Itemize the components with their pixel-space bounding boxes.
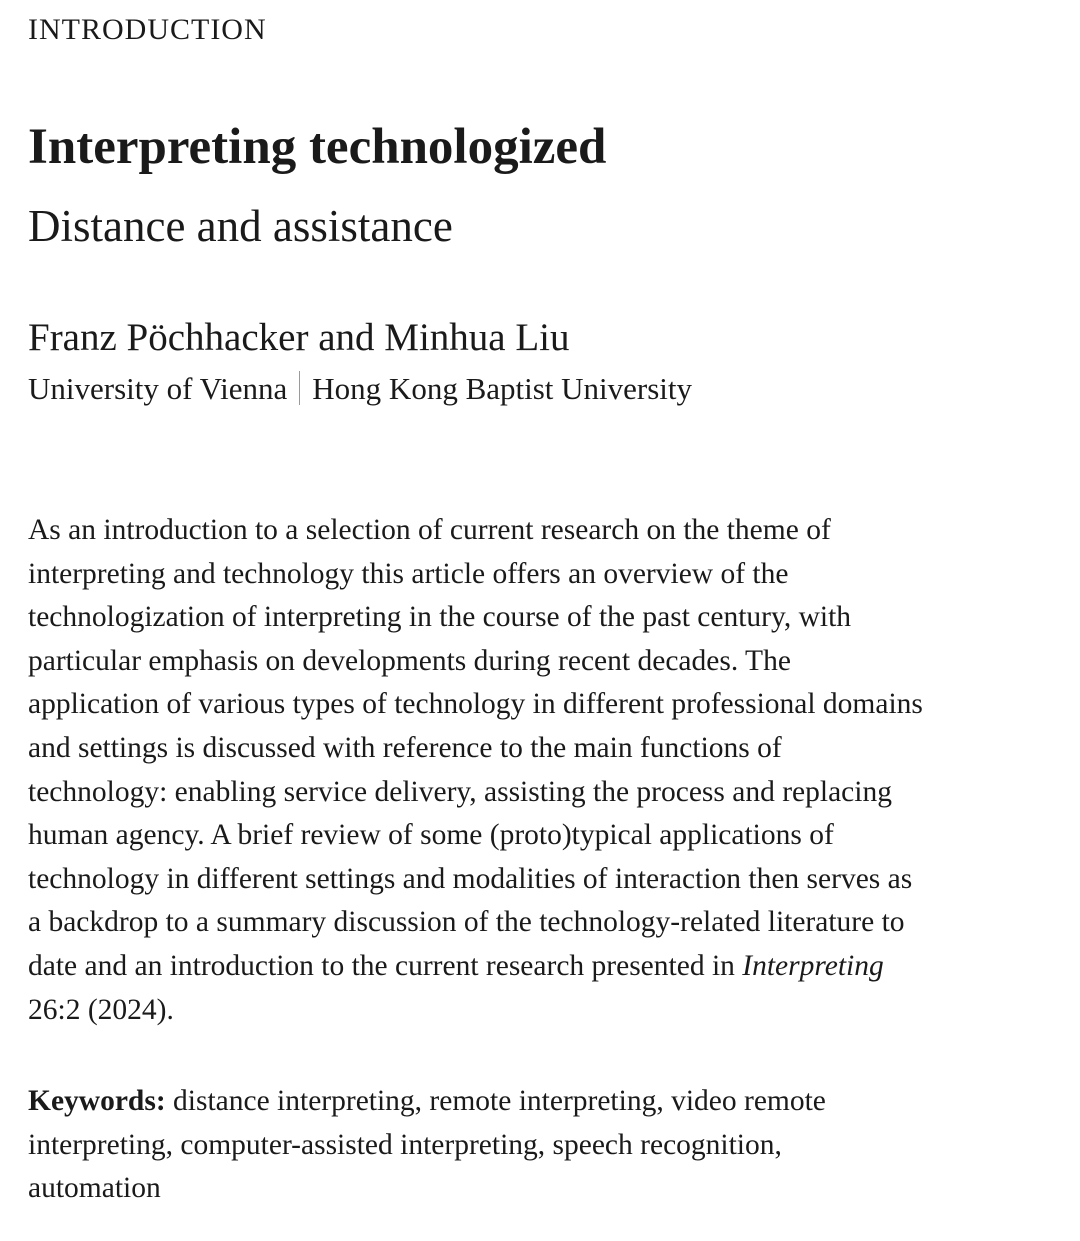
- abstract-paragraph: [28, 509, 1058, 1032]
- abstract: [28, 509, 1058, 1032]
- abstract-line: interpreting and technology this article offers an overview of the: [28, 557, 789, 590]
- abstract-line: 26:2 (2024).: [28, 993, 174, 1026]
- author-names: Franz Pöchhacker and Minhua Liu: [28, 316, 570, 359]
- keywords-line: automation: [28, 1172, 161, 1205]
- affiliation-separator: [299, 371, 300, 405]
- abstract-line: human agency. A brief review of some (proto)typical applications of: [28, 819, 834, 852]
- abstract-text: date and an introduction to the current research presented in: [28, 949, 743, 982]
- abstract-line: technology in different settings and modalities of interaction then serves as: [28, 862, 913, 895]
- section-label: INTRODUCTION: [28, 13, 267, 46]
- keywords: [28, 1080, 1058, 1211]
- abstract-line: [28, 945, 1058, 989]
- abstract-line: technologization of interpreting in the course of the past century, with: [28, 601, 852, 634]
- keywords-line: [28, 1080, 1058, 1124]
- affiliation-2: Hong Kong Baptist University: [312, 371, 693, 406]
- keywords-line: interpreting, computer-assisted interpreting, speech recognition,: [28, 1128, 782, 1161]
- abstract-line: application of various types of technology in different professional domains: [28, 688, 923, 721]
- article-title: Interpreting technologized: [28, 119, 607, 175]
- abstract-line: technology: enabling service delivery, assisting the process and replacing: [28, 775, 892, 808]
- abstract-line: and settings is discussed with reference to the main functions of: [28, 731, 782, 764]
- journal-name: Interpreting: [742, 949, 884, 982]
- author-affiliations: [28, 369, 692, 409]
- keywords-label: Keywords:: [28, 1085, 166, 1117]
- affiliation-1: University of Vienna: [28, 371, 288, 406]
- abstract-line: As an introduction to a selection of current research on the theme of: [28, 514, 831, 546]
- abstract-line: particular emphasis on developments during recent decades. The: [28, 644, 791, 677]
- keywords-text: distance interpreting, remote interpreting, video remote: [165, 1085, 826, 1117]
- article-subtitle: Distance and assistance: [28, 201, 453, 251]
- abstract-line: a backdrop to a summary discussion of the technology-related literature to: [28, 906, 905, 939]
